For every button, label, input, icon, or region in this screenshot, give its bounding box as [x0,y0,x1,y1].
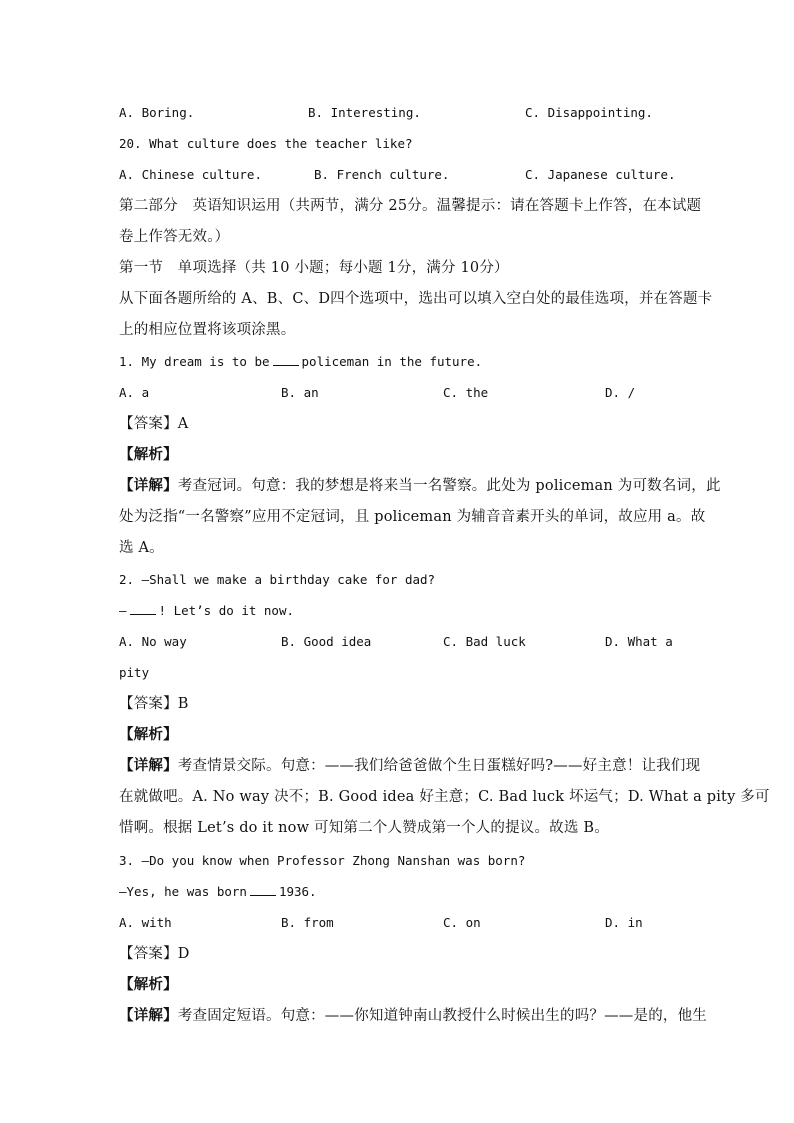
q2-detail-text1: 考查情景交际。句意：——我们给爸爸做个生日蛋糕好吗?——好主意！让我们现 [177,758,701,774]
q3-reply [119,882,317,902]
section1-title: 第一节 单项选择（共 10 小题；每小题 1分，满分 10分） [119,260,509,276]
q20-stem: 20. What culture does the teacher like? [119,136,413,151]
q1-detail-line1 [119,476,721,496]
q3-reply-pre: —Yes, he was born [119,884,247,899]
q20-option-c: C. Japanese culture. [525,167,676,182]
q20-option-a: A. Chinese culture. [119,167,262,182]
q1-option-a: A. a [119,385,150,400]
q2-option-a: A. No way [119,634,187,649]
q2-option-d-wrap: pity [119,665,150,680]
q3-answer: 【答案】D [119,946,190,962]
q2-stem: 2. —Shall we make a birthday cake for dad? [119,572,436,587]
q2-reply-post: ! Let’s do it now. [158,603,294,618]
q1-option-c: C. the [443,385,489,400]
q3-blank [250,883,276,896]
q3-reply-post: 1936. [278,884,317,899]
q2-option-d: D. What a [605,634,673,649]
q2-option-c: C. Bad luck [443,634,526,649]
q19-option-a: A. Boring. [119,105,195,120]
q2-detail-line2: 在就做吧。A. No way 决不；B. Good idea 好主意；C. Bad luck 坏运气；D. What a pity 多可 [119,789,770,805]
q2-detail-line3: 惜啊。根据 Let’s do it now 可知第二个人赞成第一个人的提议。故选 B。 [119,820,609,836]
q2-detail-line1 [119,756,700,776]
q2-analysis-label: 【解析】 [119,726,178,743]
q2-answer: 【答案】B [119,696,189,712]
q1-analysis-label: 【解析】 [119,446,178,463]
q1-detail-line3: 选 A。 [119,540,164,556]
q1-blank [273,353,299,366]
q3-detail-text1: 考查固定短语。句意：——你知道钟南山教授什么时候出生的吗？——是的，他生 [177,1008,708,1024]
section1-instruction-line2: 上的相应位置将该项涂黑。 [119,322,296,338]
q3-option-d: D. in [605,915,643,930]
part2-heading-line2: 卷上作答无效。） [119,229,230,245]
q20-option-b: B. French culture. [314,167,450,182]
q1-detail-line2: 处为泛指“一名警察”应用不定冠词，且 policeman 为辅音音素开头的单词，故应用 a。故 [119,509,706,525]
q2-reply-pre: — [119,603,127,618]
q2-reply [119,601,294,621]
q3-analysis-label: 【解析】 [119,976,178,993]
q3-option-a: A. with [119,915,172,930]
q1-option-d: D. / [605,385,636,400]
q2-detail-label: 【详解】 [119,757,178,774]
q3-detail-line1 [119,1006,707,1026]
q1-stem-pre: 1. My dream is to be [119,354,270,369]
q1-option-b: B. an [281,385,319,400]
part2-heading-line1: 第二部分 英语知识运用（共两节，满分 25分。温馨提示：请在答题卡上作答，在本试题 [119,198,702,214]
q2-blank [130,602,156,615]
q19-option-c: C. Disappointing. [525,105,653,120]
q1-stem-post: policeman in the future. [301,354,483,369]
q1-detail-label: 【详解】 [119,477,178,494]
q1-stem [119,352,482,372]
q1-answer: 【答案】A [119,416,189,432]
q3-option-c: C. on [443,915,481,930]
q3-stem: 3. —Do you know when Professor Zhong Nanshan was born? [119,853,526,868]
section1-instruction-line1: 从下面各题所给的 A、B、C、D四个选项中，选出可以填入空白处的最佳选项，并在答题卡 [119,291,713,307]
q3-detail-label: 【详解】 [119,1007,178,1024]
q1-detail-text1: 考查冠词。句意：我的梦想是将来当一名警察。此处为 policeman 为可数名词，此 [177,478,721,494]
q3-option-b: B. from [281,915,334,930]
q19-option-b: B. Interesting. [308,105,421,120]
q2-option-b: B. Good idea [281,634,372,649]
